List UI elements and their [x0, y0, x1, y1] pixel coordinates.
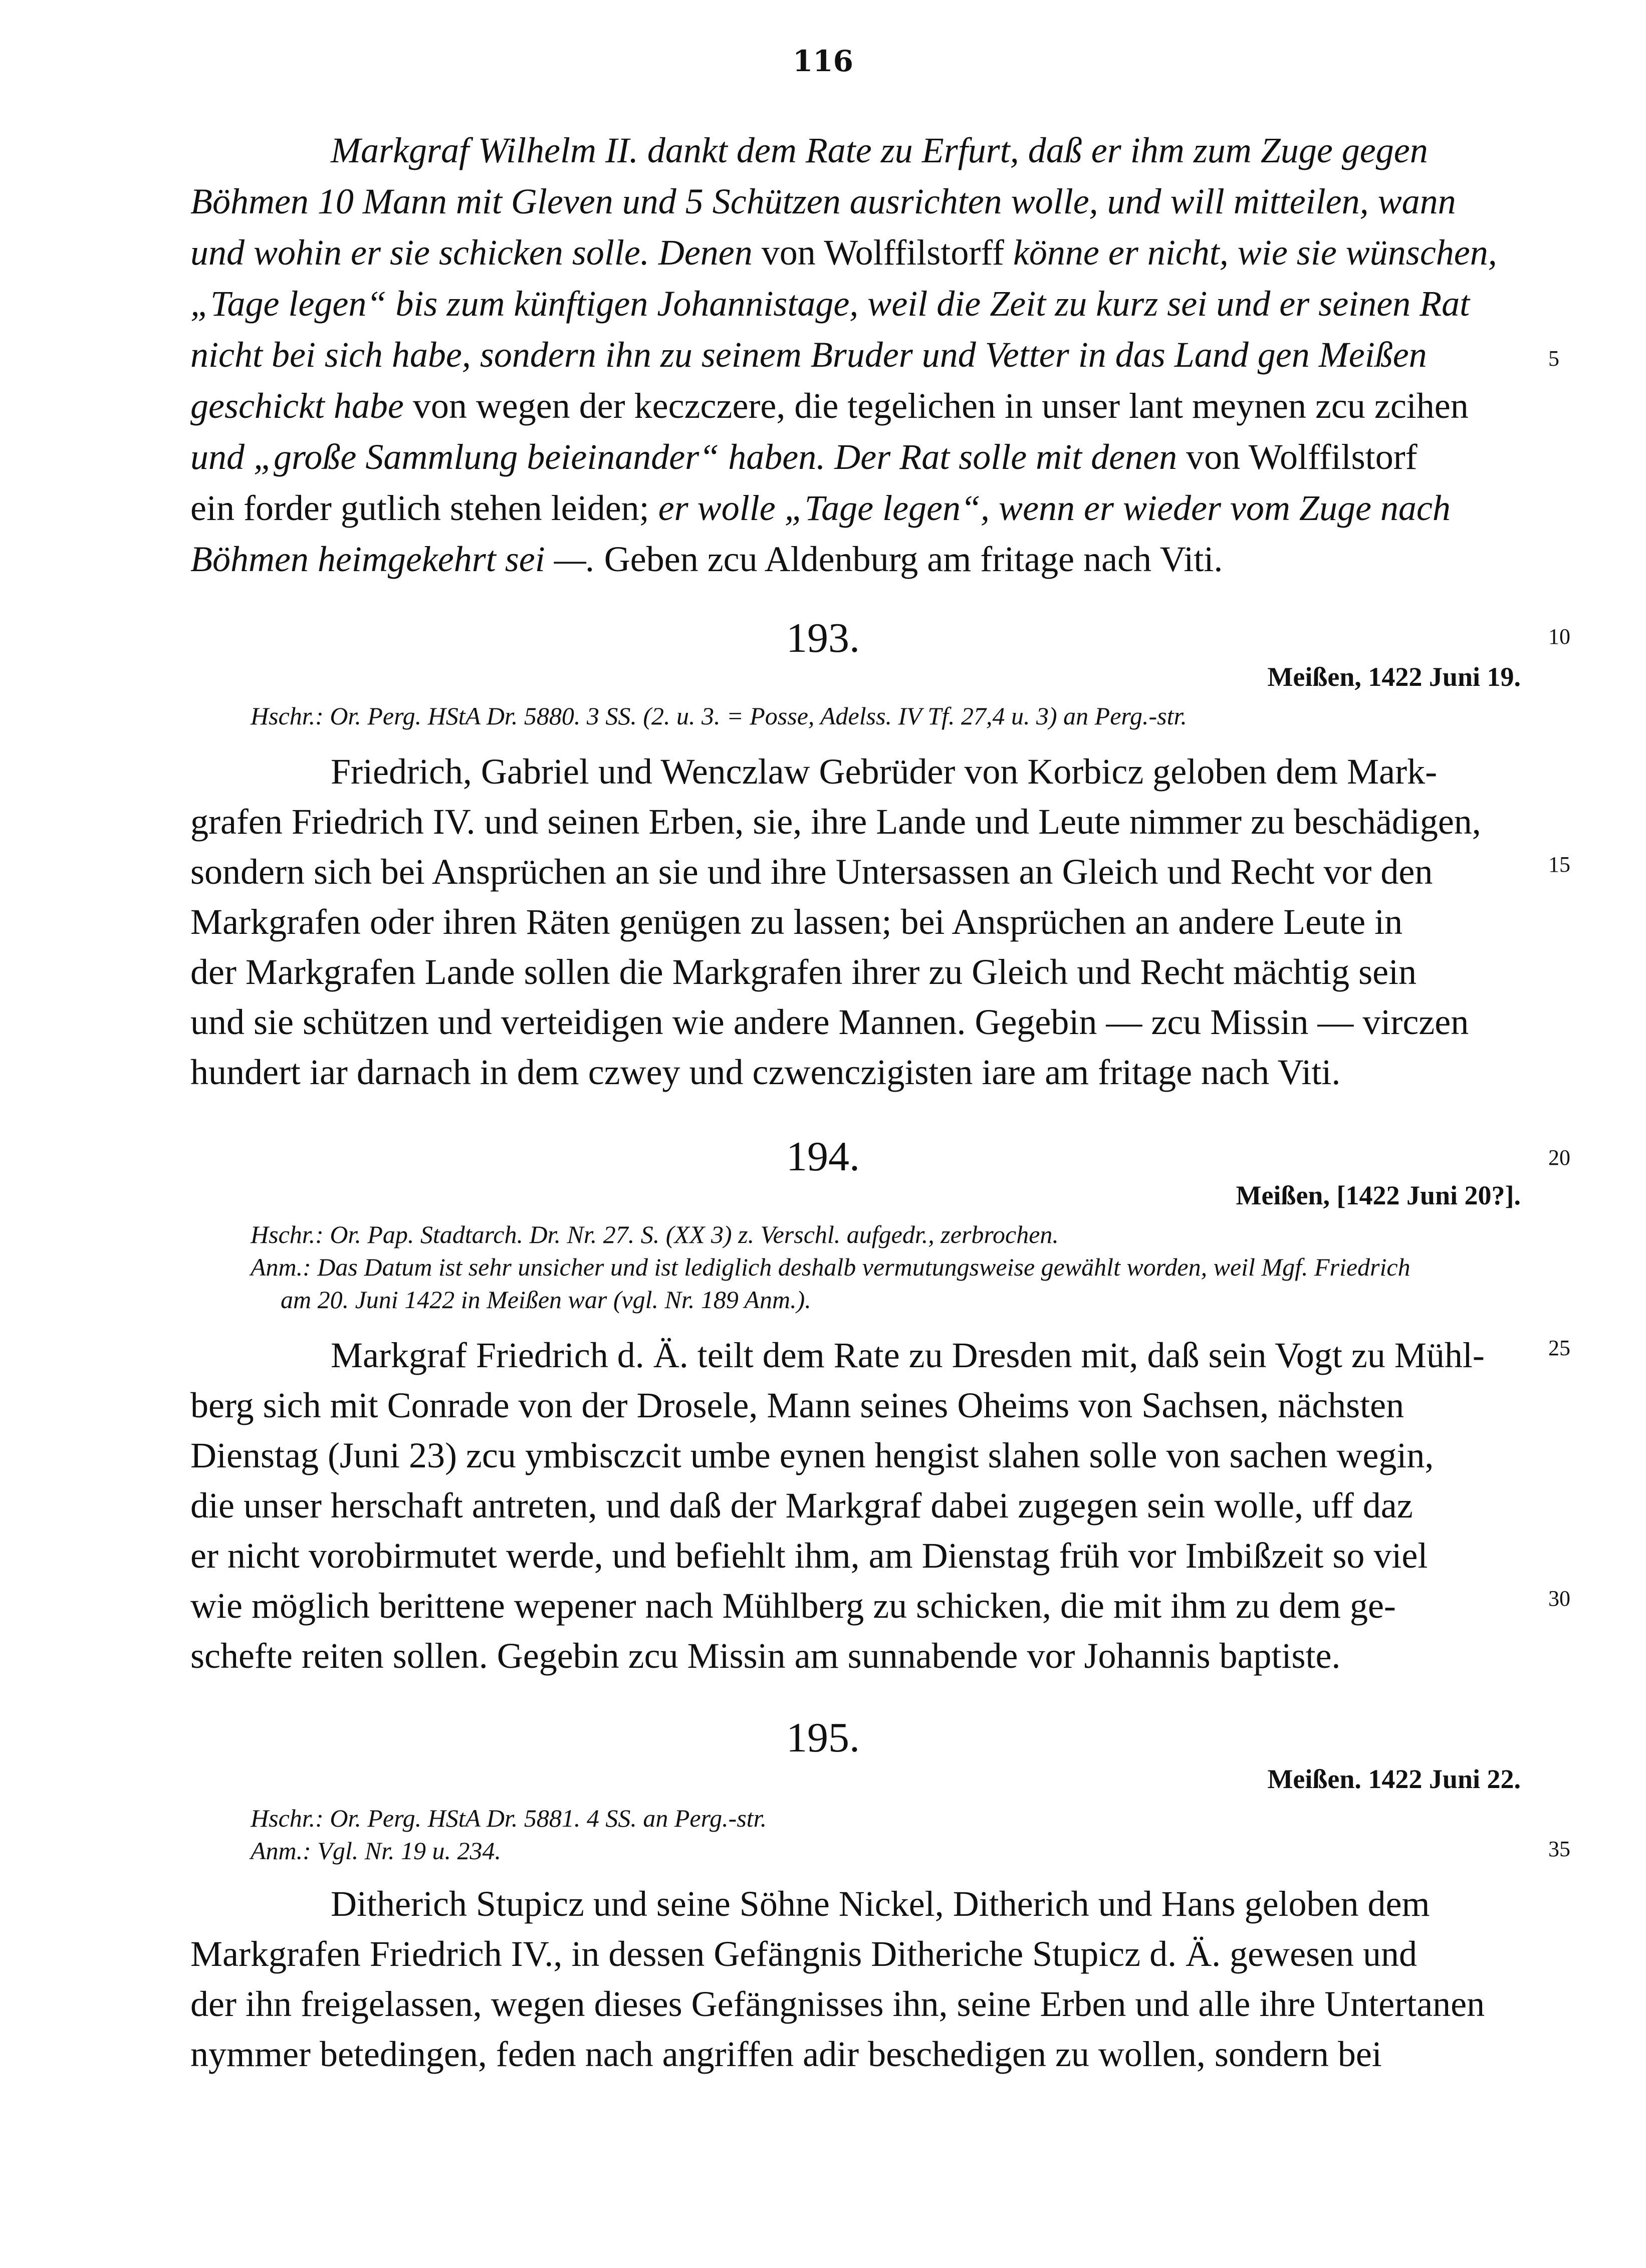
- text-line: hundert iar darnach in dem czwey und czwenczigisten iare am fritage nach Viti.: [190, 1052, 1341, 1092]
- intro-line-2: Böhmen 10 Mann mit Gleven und 5 Schützen ausrichten wolle, und will mitteilen, wann: [190, 181, 1456, 221]
- annotation-note: Anm.: Vgl. Nr. 19 u. 234.: [251, 1837, 501, 1865]
- text-line: schefte reiten sollen. Gegebin zcu Missin am sunnabende vor Johannis baptiste.: [190, 1636, 1341, 1676]
- document-date: Meißen. 1422 Juni 22.: [1267, 1764, 1521, 1794]
- annotation-note: am 20. Juni 1422 in Meißen war (vgl. Nr. 189 Anm.).: [281, 1286, 811, 1314]
- source-note: Hschr.: Or. Pap. Stadtarch. Dr. Nr. 27. S. (XX 3) z. Verschl. aufgedr., zerbrochen.: [251, 1220, 1059, 1248]
- intro-line-8: ein forder gutlich stehen leiden; er wolle „Tage legen“, wenn er wieder vom Zuge nach: [190, 488, 1451, 528]
- line-number-margin: 10: [1548, 624, 1570, 649]
- page-number: 116: [792, 44, 854, 78]
- source-note: Hschr.: Or. Perg. HStA Dr. 5880. 3 SS. (2. u. 3. = Posse, Adelss. IV Tf. 27,4 u. 3) an Perg.-str.: [251, 702, 1187, 730]
- text-line: der ihn freigelassen, wegen dieses Gefängnisses ihn, seine Erben und alle ihre Untertanen: [190, 1984, 1485, 2024]
- document-date: Meißen, 1422 Juni 19.: [1267, 662, 1521, 692]
- document-number: 194.: [786, 1133, 860, 1180]
- intro-line-1: Markgraf Wilhelm II. dankt dem Rate zu Erfurt, daß er ihm zum Zuge gegen: [331, 130, 1428, 170]
- text-line: sondern sich bei Ansprüchen an sie und ihre Untersassen an Gleich und Recht vor den: [190, 852, 1433, 892]
- line-number-margin: 30: [1548, 1586, 1570, 1611]
- intro-line-7: und „große Sammlung beieinander“ haben. Der Rat solle mit denen von Wolffilstorf: [190, 437, 1418, 477]
- line-number-margin: 5: [1548, 346, 1559, 371]
- text-line: berg sich mit Conrade von der Drosele, Mann seines Oheims von Sachsen, nächsten: [190, 1385, 1404, 1425]
- line-number-margin: 35: [1548, 1837, 1570, 1861]
- document-number: 195.: [786, 1714, 860, 1761]
- text-line: Markgraf Friedrich d. Ä. teilt dem Rate zu Dresden mit, daß sein Vogt zu Mühl-: [331, 1335, 1485, 1375]
- document-date: Meißen, [1422 Juni 20?].: [1236, 1180, 1521, 1210]
- intro-line-9: Böhmen heimgekehrt sei —. Geben zcu Aldenburg am fritage nach Viti.: [190, 539, 1223, 579]
- text-line: grafen Friedrich IV. und seinen Erben, sie, ihre Lande und Leute nimmer zu beschädigen,: [190, 802, 1481, 842]
- line-number-margin: 25: [1548, 1336, 1570, 1360]
- intro-line-3: und wohin er sie schicken solle. Denen von Wolffilstorff könne er nicht, wie sie wünschen,: [190, 232, 1497, 273]
- text-line: der Markgrafen Lande sollen die Markgrafen ihrer zu Gleich und Recht mächtig sein: [190, 952, 1417, 992]
- intro-line-4: „Tage legen“ bis zum künftigen Johannistage, weil die Zeit zu kurz sei und er seinen Rat: [190, 284, 1470, 324]
- text-line: nymmer betedingen, feden nach angriffen adir beschedigen zu wollen, sondern bei: [190, 2034, 1382, 2074]
- document-number: 193.: [786, 615, 860, 661]
- text-line: er nicht vorobirmutet werde, und befiehlt ihm, am Dienstag früh vor Imbißzeit so viel: [190, 1536, 1428, 1576]
- text-line: Friedrich, Gabriel und Wenczlaw Gebrüder von Korbicz geloben dem Mark-: [331, 751, 1438, 792]
- text-line: Markgrafen Friedrich IV., in dessen Gefängnis Ditheriche Stupicz d. Ä. gewesen und: [190, 1934, 1417, 1974]
- text-line: Ditherich Stupicz und seine Söhne Nickel, Ditherich und Hans geloben dem: [331, 1884, 1430, 1924]
- text-line: Dienstag (Juni 23) zcu ymbisczcit umbe eynen hengist slahen solle von sachen wegin,: [190, 1435, 1434, 1475]
- text-line: die unser herschaft antreten, und daß der Markgraf dabei zugegen sein wolle, uff daz: [190, 1485, 1413, 1526]
- text-line: und sie schützen und verteidigen wie andere Mannen. Gegebin — zcu Missin — virczen: [190, 1002, 1469, 1042]
- text-line: Markgrafen oder ihren Räten genügen zu lassen; bei Ansprüchen an andere Leute in: [190, 902, 1403, 942]
- annotation-note: Anm.: Das Datum ist sehr unsicher und ist lediglich deshalb vermutungsweise gewählt worden, weil Mgf. Friedrich: [251, 1253, 1410, 1281]
- line-number-margin: 20: [1548, 1145, 1570, 1170]
- text-line: wie möglich berittene wepener nach Mühlberg zu schicken, die mit ihm zu dem ge-: [190, 1586, 1396, 1626]
- line-number-margin: 15: [1548, 852, 1570, 877]
- intro-line-5: nicht bei sich habe, sondern ihn zu seinem Bruder und Vetter in das Land gen Meißen: [190, 335, 1427, 375]
- source-note: Hschr.: Or. Perg. HStA Dr. 5881. 4 SS. an Perg.-str.: [251, 1804, 767, 1832]
- intro-line-6: geschickt habe von wegen der keczczere, die tegelichen in unser lant meynen zcu zcihen: [190, 386, 1469, 426]
